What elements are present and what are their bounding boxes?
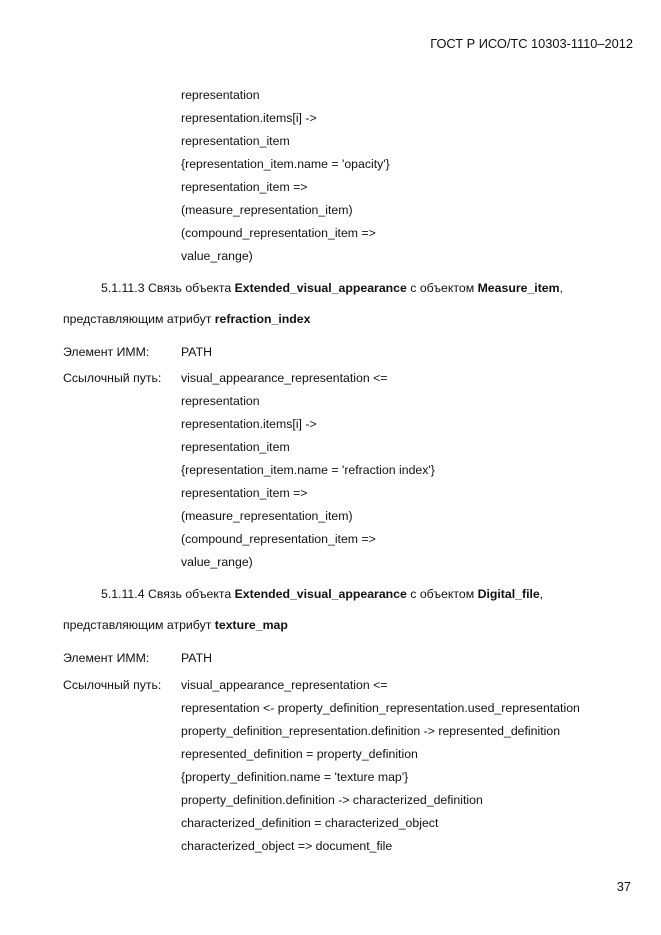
section-heading — [101, 586, 543, 602]
path-line: value_range) — [181, 249, 253, 263]
attribute-text: представляющим атрибут — [63, 312, 215, 326]
path-line: representation — [181, 394, 260, 408]
heading-text: , — [539, 587, 544, 601]
heading-text: , — [559, 281, 564, 295]
heading-text: 5.1.11.4 Связь объекта — [101, 587, 235, 601]
element-value: PATH — [181, 345, 212, 359]
path-line: property_definition_representation.definition -> represented_definition — [181, 724, 561, 738]
path-line: visual_appearance_representation <= — [181, 371, 388, 385]
heading-text: 5.1.11.3 Связь объекта — [101, 281, 235, 295]
path-line: visual_appearance_representation <= — [181, 678, 388, 692]
path-line: representation_item — [181, 440, 290, 454]
path-line: (measure_representation_item) — [181, 203, 353, 217]
heading-text: с объектом — [406, 281, 478, 295]
path-line: {representation_item.name = 'refraction index'} — [181, 463, 435, 477]
path-line: representation — [181, 88, 260, 102]
element-label: Элемент ИММ: — [63, 345, 150, 359]
element-label: Элемент ИММ: — [63, 651, 150, 665]
page-number: 37 — [616, 879, 631, 894]
element-value: PATH — [181, 651, 212, 665]
path-line: representation_item => — [181, 180, 308, 194]
path-line: {representation_item.name = 'opacity'} — [181, 157, 390, 171]
path-line: {property_definition.name = 'texture map'} — [181, 770, 409, 784]
target-entity-name: Measure_item — [477, 281, 560, 295]
path-line: representation_item => — [181, 486, 308, 500]
path-line: value_range) — [181, 555, 253, 569]
path-line: (compound_representation_item => — [181, 226, 376, 240]
path-line: representation <- property_definition_representation.used_representation — [181, 701, 580, 715]
attribute-name: texture_map — [214, 618, 288, 632]
path-line: characterized_definition = characterized_object — [181, 816, 439, 830]
entity-name: Extended_visual_appearance — [234, 587, 407, 601]
path-line: (compound_representation_item => — [181, 532, 376, 546]
path-line: (measure_representation_item) — [181, 509, 353, 523]
path-line: representation.items[i] -> — [181, 111, 317, 125]
target-entity-name: Digital_file — [477, 587, 540, 601]
path-line: property_definition.definition -> characterized_definition — [181, 793, 483, 807]
attribute-name: refraction_index — [214, 312, 311, 326]
heading-text: с объектом — [406, 587, 478, 601]
section-heading — [101, 280, 563, 296]
attribute-text: представляющим атрибут — [63, 618, 215, 632]
attribute-line — [63, 311, 310, 327]
reference-path-label: Ссылочный путь: — [63, 371, 162, 385]
path-line: representation_item — [181, 134, 290, 148]
document-header: ГОСТ Р ИСО/ТС 10303-1110–2012 — [430, 36, 633, 51]
reference-path-label: Ссылочный путь: — [63, 678, 162, 692]
path-line: characterized_object => document_file — [181, 839, 393, 853]
path-line: representation.items[i] -> — [181, 417, 317, 431]
path-line: represented_definition = property_definition — [181, 747, 418, 761]
entity-name: Extended_visual_appearance — [234, 281, 407, 295]
attribute-line — [63, 617, 288, 633]
